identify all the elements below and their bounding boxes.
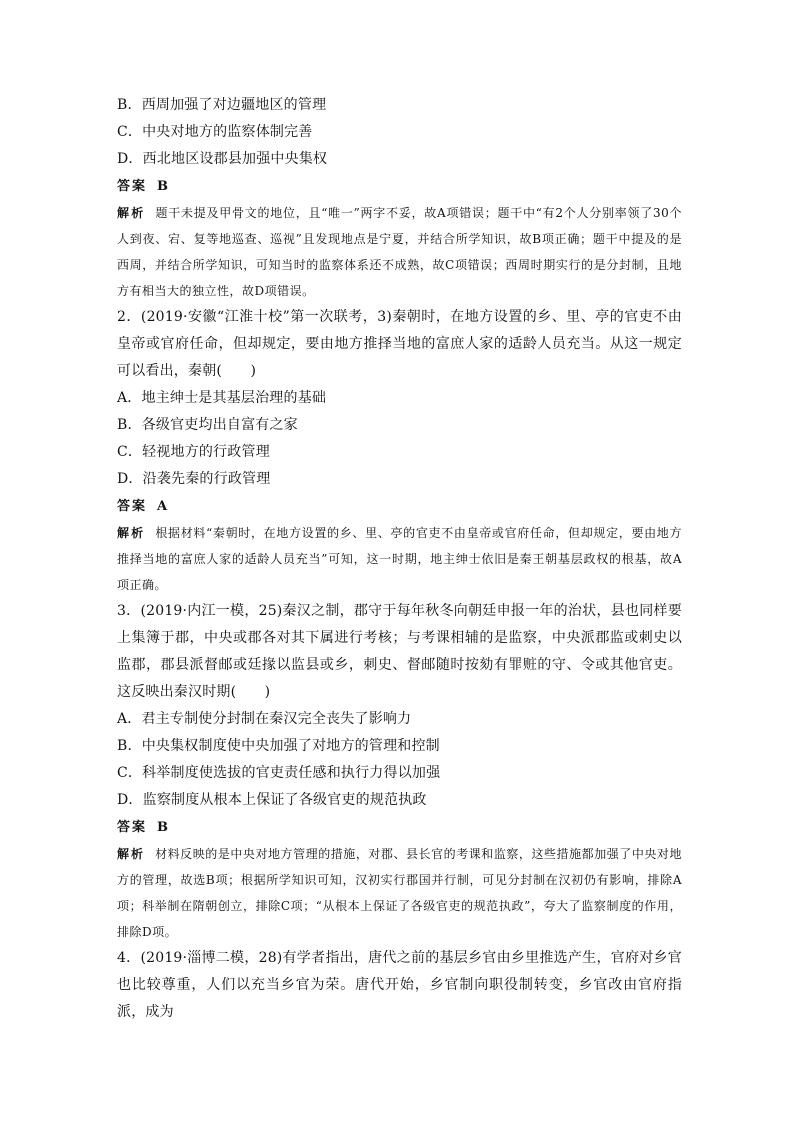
analysis-label: 解析 [117, 847, 146, 861]
q2-option-b: B．各级官吏均出自富有之家 [117, 417, 298, 433]
q1-analysis [117, 200, 682, 304]
q3-option-a: A．君主专制使分封制在秦汉完全丧失了影响力 [117, 711, 412, 727]
q1-answer [117, 173, 682, 200]
q2-answer [117, 493, 682, 520]
q3-option-c: C．科举制度使选拔的官吏责任感和执行力得以加强 [117, 765, 441, 781]
analysis-text: 根据材料“秦朝时，在地方设置的乡、里、亭的官吏不由皇帝或官府任命，但却规定，要由地方推择当地的富庶人家的适龄人员充当”可知，这一时期，地主绅士依旧是秦王朝基层政权的根基，故A项正确。 [117, 526, 682, 592]
q4-stem: 4．(2019·淄博二模，28)有学者指出，唐代之前的基层乡官由乡里推选产生，官府对乡官也比较尊重，人们以充当乡官为荣。唐代开始，乡官制向职役制转变，乡官改由官府指派，成为 [117, 950, 682, 1020]
q2-analysis [117, 520, 682, 598]
answer-label: 答案 [117, 820, 148, 835]
answer-label: 答案 [117, 179, 148, 194]
document-page [117, 92, 682, 1026]
q1-option-b: B．西周加强了对边疆地区的管理 [117, 97, 327, 113]
answer-value: A [157, 499, 168, 514]
answer-value: B [157, 820, 169, 835]
q2-stem: 2．(2019·安徽“江淮十校”第一次联考，3)秦朝时，在地方设置的乡、里、亭的官吏不由皇帝或官府任命，但却规定，要由地方推择当地的富庶人家的适龄人员充当。从这一规定可以看出，秦朝( ) [117, 309, 682, 379]
q1-option-c: C．中央对地方的监察体制完善 [117, 124, 313, 140]
q3-option-d: D．监察制度从根本上保证了各级官吏的规范执政 [117, 792, 427, 808]
q3-stem: 3．(2019·内江一模，25)秦汉之制，郡守于每年秋冬向朝廷申报一年的治状，县也同样要上集簿于郡，中央或郡各对其下属进行考核；与考课相辅的是监察，中央派郡监或刺史以监郡，郡县派督邮或廷掾以监县或乡，刺史、督邮随时按劾有罪赃的守、令或其他官吏。这反映出秦汉时期( ) [117, 603, 682, 700]
analysis-label: 解析 [117, 206, 146, 220]
answer-label: 答案 [117, 499, 148, 514]
analysis-text: 材料反映的是中央对地方管理的措施，对郡、县长官的考课和监察，这些措施都加强了中央对地方的管理，故选B项；根据所学知识可知，汉初实行郡国并行制，可见分封制在汉初仍有影响，排除A项；科举制在隋朝创立，排除C项；“从根本上保证了各级官吏的规范执政”，夸大了监察制度的作用，排除D项。 [117, 847, 682, 939]
q1-option-d: D．西北地区设郡县加强中央集权 [117, 151, 328, 167]
answer-value: B [157, 179, 169, 194]
q2-option-d: D．沿袭先秦的行政管理 [117, 471, 271, 487]
q2-option-a: A．地主绅士是其基层治理的基础 [117, 390, 327, 406]
analysis-label: 解析 [117, 526, 146, 540]
analysis-text: 题干未提及甲骨文的地位，且“唯一”两字不妥，故A项错误；题干中“有2个人分别率领了30个人到夜、宕、复等地巡查、巡视”且发现地点是宁夏，并结合所学知识，故B项正确；题干中提及的是西周，并结合所学知识，可知当时的监察体系还不成熟，故C项错误；西周时期实行的是分封制，且地方有相当大的独立性，故D项错误。 [117, 206, 682, 298]
q3-option-b: B．中央集权制度使中央加强了对地方的管理和控制 [117, 738, 440, 754]
q3-answer [117, 814, 682, 841]
q3-analysis [117, 841, 682, 945]
q2-option-c: C．轻视地方的行政管理 [117, 444, 270, 460]
